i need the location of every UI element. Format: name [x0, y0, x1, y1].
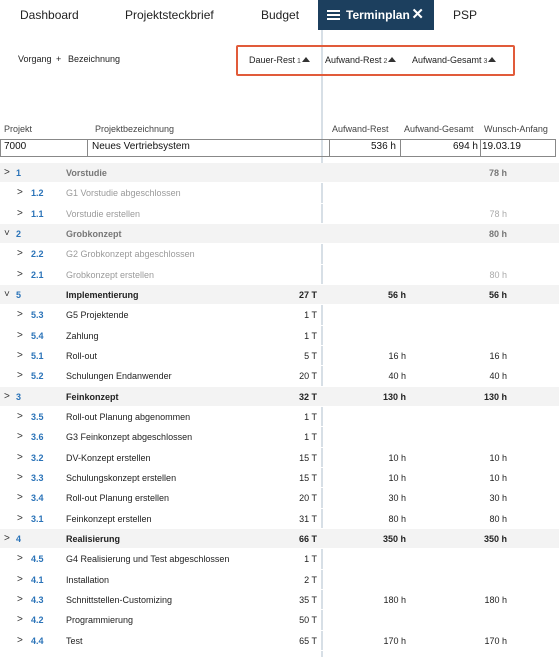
task-dauer-rest: 1 T: [304, 554, 317, 565]
task-row[interactable]: [0, 183, 559, 203]
task-dauer-rest: 1 T: [304, 330, 317, 341]
task-dauer-rest: 32 T: [298, 391, 317, 402]
task-aufwand-gesamt: 80 h: [489, 269, 507, 280]
chevron-right-icon[interactable]: >: [17, 471, 23, 483]
header-wunsch-anfang: Wunsch-Anfang: [484, 124, 548, 134]
task-aufwand-rest: 350 h: [382, 533, 406, 544]
task-name: Schulungskonzept erstellen: [66, 472, 177, 483]
task-dauer-rest: 20 T: [299, 371, 317, 382]
task-dauer-rest: 20 T: [299, 493, 317, 504]
task-aufwand-gesamt: 56 h: [488, 289, 507, 300]
task-id[interactable]: 4.1: [31, 574, 44, 585]
header-projekt: Projekt: [4, 124, 33, 134]
header-projektbezeichnung: Projektbezeichnung: [95, 124, 175, 134]
task-row[interactable]: [0, 427, 559, 447]
task-aufwand-gesamt: 30 h: [489, 493, 507, 504]
task-dauer-rest: 15 T: [299, 452, 317, 463]
tab-projektsteckbrief[interactable]: Projektsteckbrief: [125, 8, 214, 22]
task-row[interactable]: [0, 387, 559, 407]
task-aufwand-gesamt: 350 h: [483, 533, 507, 544]
task-dauer-rest: 15 T: [299, 472, 317, 483]
task-name: Implementierung: [66, 289, 139, 300]
task-id[interactable]: 1: [16, 168, 22, 178]
project-wunsch-anfang[interactable]: 19.03.19: [482, 141, 521, 152]
chevron-right-icon[interactable]: >: [17, 370, 23, 382]
task-name: Feinkonzept: [66, 391, 119, 402]
task-name: Test: [66, 635, 83, 646]
task-row[interactable]: [0, 346, 559, 366]
task-dauer-rest: 66 T: [298, 533, 317, 544]
task-dauer-rest: 1 T: [304, 310, 317, 321]
sort-dauer-rest[interactable]: [249, 55, 310, 65]
task-row[interactable]: [0, 610, 559, 630]
chevron-right-icon[interactable]: >: [17, 553, 23, 565]
menu-icon[interactable]: [327, 10, 340, 20]
chevron-down-icon[interactable]: ˅: [4, 227, 10, 239]
task-name: Zahlung: [66, 330, 99, 341]
sort-aufwand-rest[interactable]: [325, 55, 396, 65]
chevron-right-icon[interactable]: >: [17, 634, 23, 646]
task-aufwand-rest: 30 h: [388, 493, 406, 504]
task-row[interactable]: [0, 366, 559, 386]
task-aufwand-gesamt: 16 h: [489, 350, 507, 361]
task-row[interactable]: [0, 509, 559, 529]
close-icon[interactable]: ✕: [411, 6, 424, 23]
task-aufwand-rest: 170 h: [383, 635, 406, 646]
task-name: Realisierung: [66, 533, 121, 544]
task-row[interactable]: [0, 488, 559, 508]
task-aufwand-rest: 16 h: [388, 350, 406, 361]
group-bezeichnung[interactable]: Bezeichnung: [68, 54, 121, 64]
project-aufwand-gesamt[interactable]: 694 h: [452, 141, 478, 152]
chevron-right-icon[interactable]: >: [4, 390, 10, 402]
tab-psp[interactable]: PSP: [453, 8, 478, 22]
group-add[interactable]: +: [56, 54, 62, 64]
sort-ascending-icon: [302, 57, 310, 62]
task-row[interactable]: [0, 224, 559, 244]
task-id[interactable]: 3.2: [31, 452, 44, 463]
task-id[interactable]: 5.4: [31, 330, 44, 341]
chevron-right-icon[interactable]: >: [17, 187, 23, 199]
task-row[interactable]: [0, 265, 559, 285]
task-id[interactable]: 4: [16, 533, 22, 544]
task-row[interactable]: [0, 305, 559, 325]
task-aufwand-gesamt: 80 h: [488, 228, 507, 239]
chevron-right-icon[interactable]: >: [17, 451, 23, 463]
chevron-right-icon[interactable]: >: [4, 167, 10, 178]
chevron-right-icon[interactable]: >: [17, 492, 23, 504]
sort-aufwand-gesamt[interactable]: [412, 55, 496, 65]
tab-dashboard[interactable]: Dashboard: [20, 8, 79, 22]
task-row[interactable]: [0, 163, 559, 183]
task-dauer-rest: 1 T: [304, 411, 317, 422]
task-dauer-rest: 2 T: [304, 574, 317, 585]
task-aufwand-rest: 80 h: [388, 513, 406, 524]
task-list: [0, 163, 559, 651]
task-dauer-rest: 31 T: [299, 513, 317, 524]
task-name: Roll-out Planung abgenommen: [66, 411, 191, 422]
task-aufwand-rest: 130 h: [382, 391, 406, 402]
task-name: Roll-out Planung erstellen: [66, 493, 170, 504]
header-aufwand-gesamt: Aufwand-Gesamt: [404, 124, 474, 134]
chevron-right-icon[interactable]: >: [4, 532, 10, 544]
cell-divider: [329, 139, 330, 157]
chevron-down-icon[interactable]: ˅: [4, 288, 10, 300]
chevron-right-icon[interactable]: >: [17, 207, 23, 219]
task-dauer-rest: 27 T: [298, 289, 317, 300]
task-name: G5 Projektende: [66, 310, 129, 321]
task-id[interactable]: 2: [16, 228, 22, 239]
task-row[interactable]: [0, 326, 559, 346]
task-name: DV-Konzept erstellen: [66, 452, 151, 463]
task-aufwand-gesamt: 80 h: [489, 513, 507, 524]
chevron-right-icon[interactable]: >: [17, 573, 23, 585]
task-id[interactable]: 1.1: [31, 208, 44, 219]
sort-label: Aufwand-Gesamt: [412, 55, 482, 65]
task-id[interactable]: 3.6: [31, 432, 44, 443]
task-row[interactable]: [0, 407, 559, 427]
task-id[interactable]: 5.1: [31, 350, 44, 361]
chevron-right-icon[interactable]: >: [17, 329, 23, 341]
task-id[interactable]: 3.3: [31, 472, 44, 483]
task-id[interactable]: 4.5: [31, 554, 44, 565]
tab-bar: [0, 0, 559, 30]
task-name: Roll-out: [66, 350, 98, 361]
chevron-right-icon[interactable]: >: [17, 349, 23, 361]
task-dauer-rest: 1 T: [304, 432, 317, 443]
task-aufwand-rest: 10 h: [388, 472, 406, 483]
task-id[interactable]: 2.2: [31, 249, 44, 260]
task-name: G1 Vorstudie abgeschlossen: [66, 188, 181, 199]
chevron-right-icon[interactable]: >: [17, 593, 23, 605]
tab-terminplan-label: Terminplan: [346, 8, 410, 22]
task-aufwand-gesamt: 78 h: [489, 208, 507, 219]
task-id[interactable]: 5.2: [31, 371, 44, 382]
task-row[interactable]: [0, 468, 559, 488]
task-id[interactable]: 3: [16, 391, 22, 402]
task-name: Feinkonzept erstellen: [66, 513, 152, 524]
sort-label: Dauer-Rest: [249, 55, 296, 65]
task-row[interactable]: [0, 631, 559, 651]
chevron-right-icon[interactable]: >: [17, 431, 23, 443]
task-dauer-rest: 5 T: [304, 350, 317, 361]
task-row[interactable]: [0, 448, 559, 468]
task-aufwand-gesamt: 180 h: [484, 594, 507, 605]
group-vorgang[interactable]: Vorgang: [18, 54, 52, 64]
task-id[interactable]: 3.4: [31, 493, 44, 504]
chevron-right-icon[interactable]: >: [17, 309, 23, 321]
sort-ascending-icon: [488, 57, 496, 62]
cell-divider: [400, 139, 401, 157]
task-name: Programmierung: [66, 615, 134, 626]
sort-order: 2: [383, 58, 388, 65]
task-name: Vorstudie: [66, 168, 107, 178]
task-id[interactable]: 5.3: [31, 310, 44, 321]
cell-divider: [480, 139, 481, 157]
task-name: Grobkonzept erstellen: [66, 269, 155, 280]
task-name: Installation: [66, 574, 110, 585]
task-name: Schnittstellen-Customizing: [66, 594, 173, 605]
sort-order: 1: [297, 58, 301, 65]
task-dauer-rest: 65 T: [299, 635, 317, 646]
task-id[interactable]: 2.1: [31, 269, 44, 280]
task-name: Grobkonzept: [66, 228, 122, 239]
task-aufwand-rest: 40 h: [388, 371, 406, 382]
chevron-right-icon[interactable]: >: [17, 268, 23, 280]
task-aufwand-gesamt: 40 h: [489, 371, 507, 382]
task-dauer-rest: 50 T: [299, 615, 317, 626]
task-id[interactable]: 5: [16, 289, 22, 300]
sort-ascending-icon: [388, 57, 396, 62]
task-row[interactable]: [0, 529, 559, 549]
header-aufwand-rest: Aufwand-Rest: [332, 124, 389, 134]
task-aufwand-gesamt: 10 h: [489, 452, 507, 463]
cell-divider: [87, 139, 88, 157]
task-id[interactable]: 4.2: [31, 615, 44, 626]
chevron-right-icon[interactable]: >: [17, 614, 23, 626]
tab-budget[interactable]: Budget: [261, 8, 300, 22]
task-row[interactable]: [0, 590, 559, 610]
task-name: G3 Feinkonzept abgeschlossen: [66, 432, 193, 443]
task-id[interactable]: 4.4: [31, 635, 44, 646]
task-id[interactable]: 3.1: [31, 513, 44, 524]
task-aufwand-rest: 180 h: [383, 594, 406, 605]
sort-label: Aufwand-Rest: [325, 55, 382, 65]
task-name: G2 Grobkonzept abgeschlossen: [66, 249, 195, 260]
task-aufwand-rest: 56 h: [387, 289, 406, 300]
task-id[interactable]: 1.2: [31, 188, 44, 199]
task-aufwand-rest: 10 h: [388, 452, 406, 463]
project-aufwand-rest[interactable]: 536 h: [370, 141, 396, 152]
task-name: Schulungen Endanwender: [66, 371, 172, 382]
task-id[interactable]: 4.3: [31, 594, 44, 605]
project-name[interactable]: Neues Vertriebsystem: [92, 141, 190, 152]
task-row[interactable]: [0, 285, 559, 305]
task-id[interactable]: 3.5: [31, 411, 44, 422]
task-aufwand-gesamt: 78 h: [488, 168, 507, 178]
task-row[interactable]: [0, 570, 559, 590]
task-row[interactable]: [0, 204, 559, 224]
sort-order: 3: [483, 58, 488, 65]
task-aufwand-gesamt: 10 h: [489, 472, 507, 483]
project-number[interactable]: 7000: [4, 141, 27, 152]
chevron-right-icon[interactable]: >: [17, 512, 23, 524]
tab-terminplan[interactable]: [318, 0, 434, 30]
task-name: Vorstudie erstellen: [66, 208, 141, 219]
task-row[interactable]: [0, 549, 559, 569]
chevron-right-icon[interactable]: >: [17, 410, 23, 422]
task-dauer-rest: 35 T: [299, 594, 317, 605]
task-row[interactable]: [0, 244, 559, 264]
task-aufwand-gesamt: 130 h: [483, 391, 507, 402]
sort-panel: [236, 45, 515, 76]
task-aufwand-gesamt: 170 h: [484, 635, 507, 646]
task-name: G4 Realisierung und Test abgeschlossen: [66, 554, 230, 565]
chevron-right-icon[interactable]: >: [17, 248, 23, 260]
